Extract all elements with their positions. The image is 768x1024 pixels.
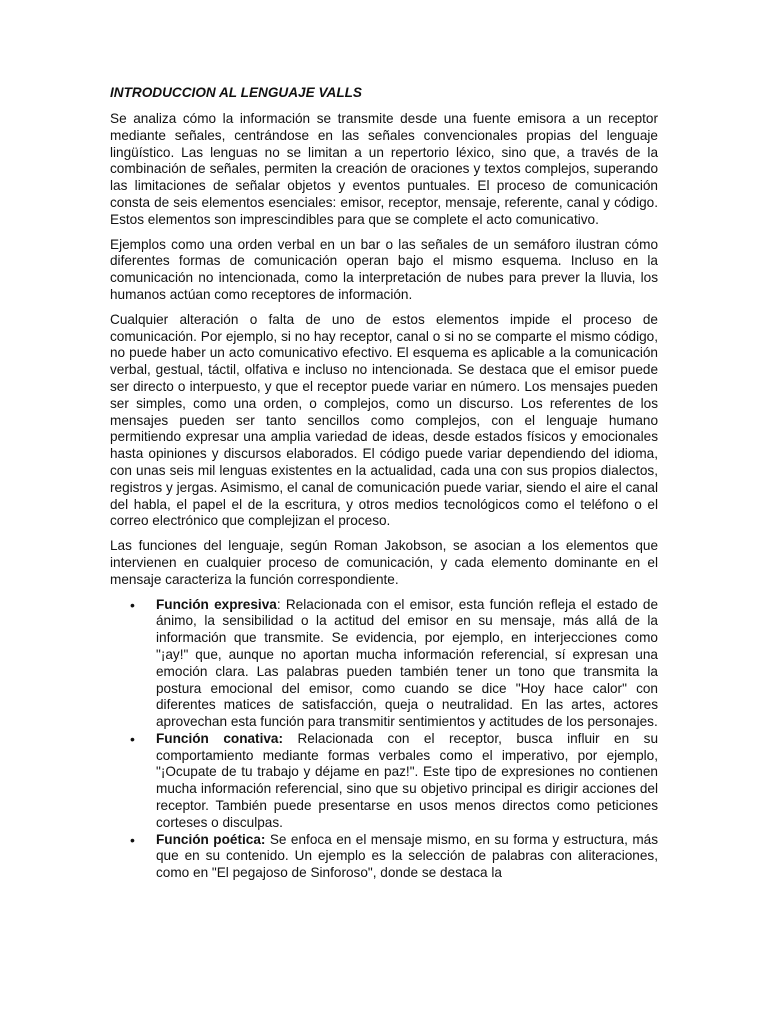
paragraph-examples: Ejemplos como una orden verbal en un bar o las señales de un semáforo ilustran cómo diferentes formas de comunicación operan bajo el mismo esquema. Incluso en la comunicación no intencionada, como la interpretación de nubes para prever la lluvia, los humanos actúan como receptores de información. xyxy=(110,236,658,302)
bullet-icon: • xyxy=(130,730,135,747)
paragraph-intro: Se analiza cómo la información se transmite desde una fuente emisora a un receptor mediante señales, centrándose en las señales convencionales propias del lenguaje lingüístico. Las lenguas no se limitan a un repertorio léxico, sino que, a través de la combinación de señales, permiten la creación de oraciones y textos complejos, superando las limitaciones de señalar objetos y eventos puntuales. El proceso de comunicación consta de seis elementos esenciales: emisor, receptor, mensaje, referente, canal y código. Estos elementos son imprescindibles para que se complete el acto comunicativo. xyxy=(110,111,658,227)
bullet-icon: • xyxy=(130,596,135,613)
function-text-expresiva: : Relacionada con el emisor, esta función refleja el estado de ánimo, la sensibilidad o la actitud del emisor en su mensaje, más allá de la información que transmite. Se evidencia, por ejemplo, en interjecciones como "¡ay!" que, aunque no aportan mucha información referencial, sí expresan una emoción clara. Las palabras pueden también tener un tono que transmita la postura emocional del emisor, como cuando se dice "Hoy hace calor" con diferentes matices de satisfacción, queja o neutralidad. En las artes, actores aprovechan esta función para transmitir sentimientos y actitudes de los personajes. xyxy=(156,596,659,730)
list-item xyxy=(110,731,658,832)
function-term-expresiva: Función expresiva xyxy=(156,596,277,612)
list-item xyxy=(110,832,658,882)
paragraph-alterations: Cualquier alteración o falta de uno de estos elementos impide el proceso de comunicación. Por ejemplo, si no hay receptor, canal o si no se comparte el mismo código, no puede haber un acto comunicativo efectivo. El esquema es aplicable a la comunicación verbal, gestual, táctil, olfativa e incluso no intencionada. Se destaca que el emisor puede ser directo o interpuesto, y que el receptor puede variar en número. Los mensajes pueden ser simples, como una orden, o complejos, como un discurso. Los referentes de los mensajes pueden ser tanto sencillos como complejos, con el lenguaje humano permitiendo expresar una amplia variedad de ideas, desde estados físicos y emocionales hasta opiniones y discursos elaborados. El código puede variar dependiendo del idioma, con unas seis mil lenguas existentes en la actualidad, cada una con sus propios dialectos, registros y jergas. Asimismo, el canal de comunicación puede variar, siendo el aire el canal del habla, el papel el de la escritura, y otros medios tecnológicos como el teléfono o el correo electrónico que complejizan el proceso. xyxy=(110,311,658,529)
paragraph-jakobson: Las funciones del lenguaje, según Roman Jakobson, se asocian a los elementos que intervienen en cualquier proceso de comunicación, y cada elemento dominante en el mensaje caracteriza la función correspondiente. xyxy=(110,538,658,587)
list-item xyxy=(110,597,658,731)
bullet-icon: • xyxy=(130,831,135,848)
document-title: INTRODUCCION AL LENGUAJE VALLS xyxy=(110,85,362,100)
language-functions-list xyxy=(110,597,658,883)
function-text-poetica: Se enfoca en el mensaje mismo, en su forma y estructura, más que en su contenido. Un ejemplo es la selección de palabras con aliteraciones, como en "El pegajoso de Sinforoso", donde se destaca la xyxy=(156,831,658,881)
function-term-poetica: Función poética: xyxy=(156,831,266,847)
function-text-conativa: Relacionada con el receptor, busca influir en su comportamiento mediante formas verbales como el imperativo, por ejemplo, "¡Ocupate de tu trabajo y déjame en paz!". Este tipo de expresiones no contienen mucha información referencial, sino que su objetivo principal es dirigir acciones del receptor. También puede presentarse en usos menos directos como peticiones corteses o disculpas. xyxy=(156,730,659,830)
function-term-conativa: Función conativa: xyxy=(156,730,284,746)
